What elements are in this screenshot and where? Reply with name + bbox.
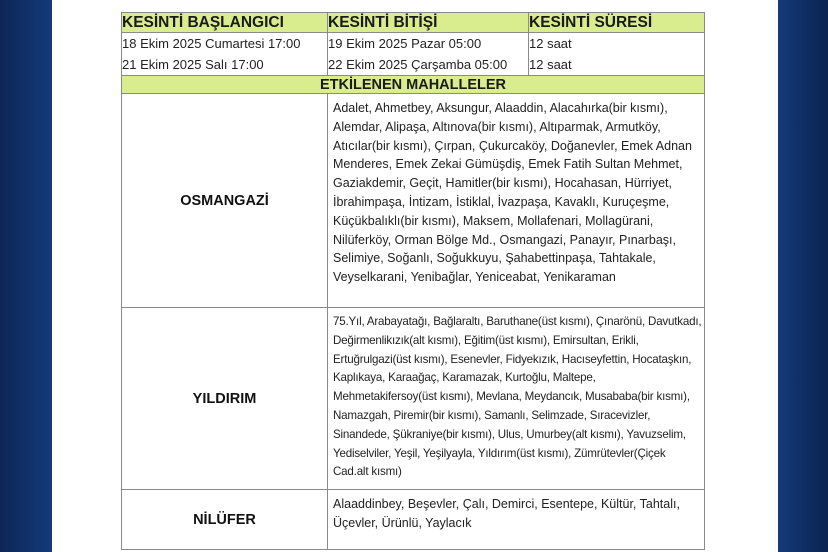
district-name: NİLÜFER [122,490,328,550]
district-row [122,94,705,308]
section-header-row [122,76,705,94]
outage-duration-1: 12 saat [529,36,572,51]
outage-dates-row [122,33,705,76]
table-header-row [122,13,705,33]
end-cell [328,33,529,76]
header-end: KESİNTİ BİTİŞİ [328,13,529,33]
header-start: KESİNTİ BAŞLANGICI [122,13,328,33]
outage-duration-2: 12 saat [529,57,572,72]
start-cell [122,33,328,76]
outage-end-2: 22 Ekim 2025 Çarşamba 05:00 [328,57,508,72]
district-neighborhoods: Alaaddinbey, Beşevler, Çalı, Demirci, Esentepe, Kültür, Tahtalı, Üçevler, Ürünlü, Yaylacık [328,490,705,550]
duration-cell [529,33,705,76]
district-neighborhoods: 75.Yıl, Arabayatağı, Bağlaraltı, Baruthane(üst kısmı), Çınarönü, Davutkadı, Değirmenlikızık(alt kısmı), Eğitim(üst kısmı), Emirsultan, Erikli, Ertuğrulgazi(üst kısmı), Esenevler, Fidyekızık, Hacıseyfettin, Hocataşkın, Kaplıkaya, Karaağaç, Karamazak, Kurtoğlu, Maltepe, Mehmetakifersoy(üst kısmı), Mevlana, Meydancık, Musababa(bir kısmı), Namazgah, Piremir(bir kısmı), Samanlı, Selimzade, Sıracevizler, Sinandede, Şükraniye(bir kısmı), Ulus, Umurbey(alt kısmı), Yavuzselim, Yediselviler, Yeşil, Yeşilyayla, Yıldırım(üst kısmı), Zümrütevler(Çiçek Cad.alt kısmı) [328,308,705,490]
district-name: OSMANGAZİ [122,94,328,308]
outage-start-2: 21 Ekim 2025 Salı 17:00 [122,57,264,72]
district-name: YILDIRIM [122,308,328,490]
outage-table [121,12,705,550]
district-neighborhoods: Adalet, Ahmetbey, Aksungur, Alaaddin, Alacahırka(bir kısmı), Alemdar, Alipaşa, Altınova(bir kısmı), Altıparmak, Armutköy, Atıcılar(bir kısmı), Çırpan, Çukurcaköy, Doğanevler, Emek Adnan Menderes, Emek Zekai Gümüşdiş, Emek Fatih Sultan Mehmet, Gaziakdemir, Geçit, Hamitler(bir kısmı), Hocahasan, Hürriyet, İbrahimpaşa, İntizam, İstiklal, İvazpaşa, Kavaklı, Kuruçeşme, Küçükbalıklı(bir kısmı), Maksem, Mollafenari, Mollagürani, Nilüferköy, Orman Bölge Md., Osmangazi, Panayır, Pınarbaşı, Selimiye, Soğanlı, Soğukkuyu, Şahabettinpaşa, Tahtakale, Veyselkarani, Yenibağlar, Yeniceabat, Yenikaraman [328,94,705,308]
outage-end-1: 19 Ekim 2025 Pazar 05:00 [328,36,482,51]
district-row [122,490,705,550]
section-title: ETKİLENEN MAHALLELER [122,76,705,94]
outage-start-1: 18 Ekim 2025 Cumartesi 17:00 [122,36,301,51]
header-duration: KESİNTİ SÜRESİ [529,13,705,33]
district-row [122,308,705,490]
background-right [778,0,828,552]
background-left [0,0,52,552]
